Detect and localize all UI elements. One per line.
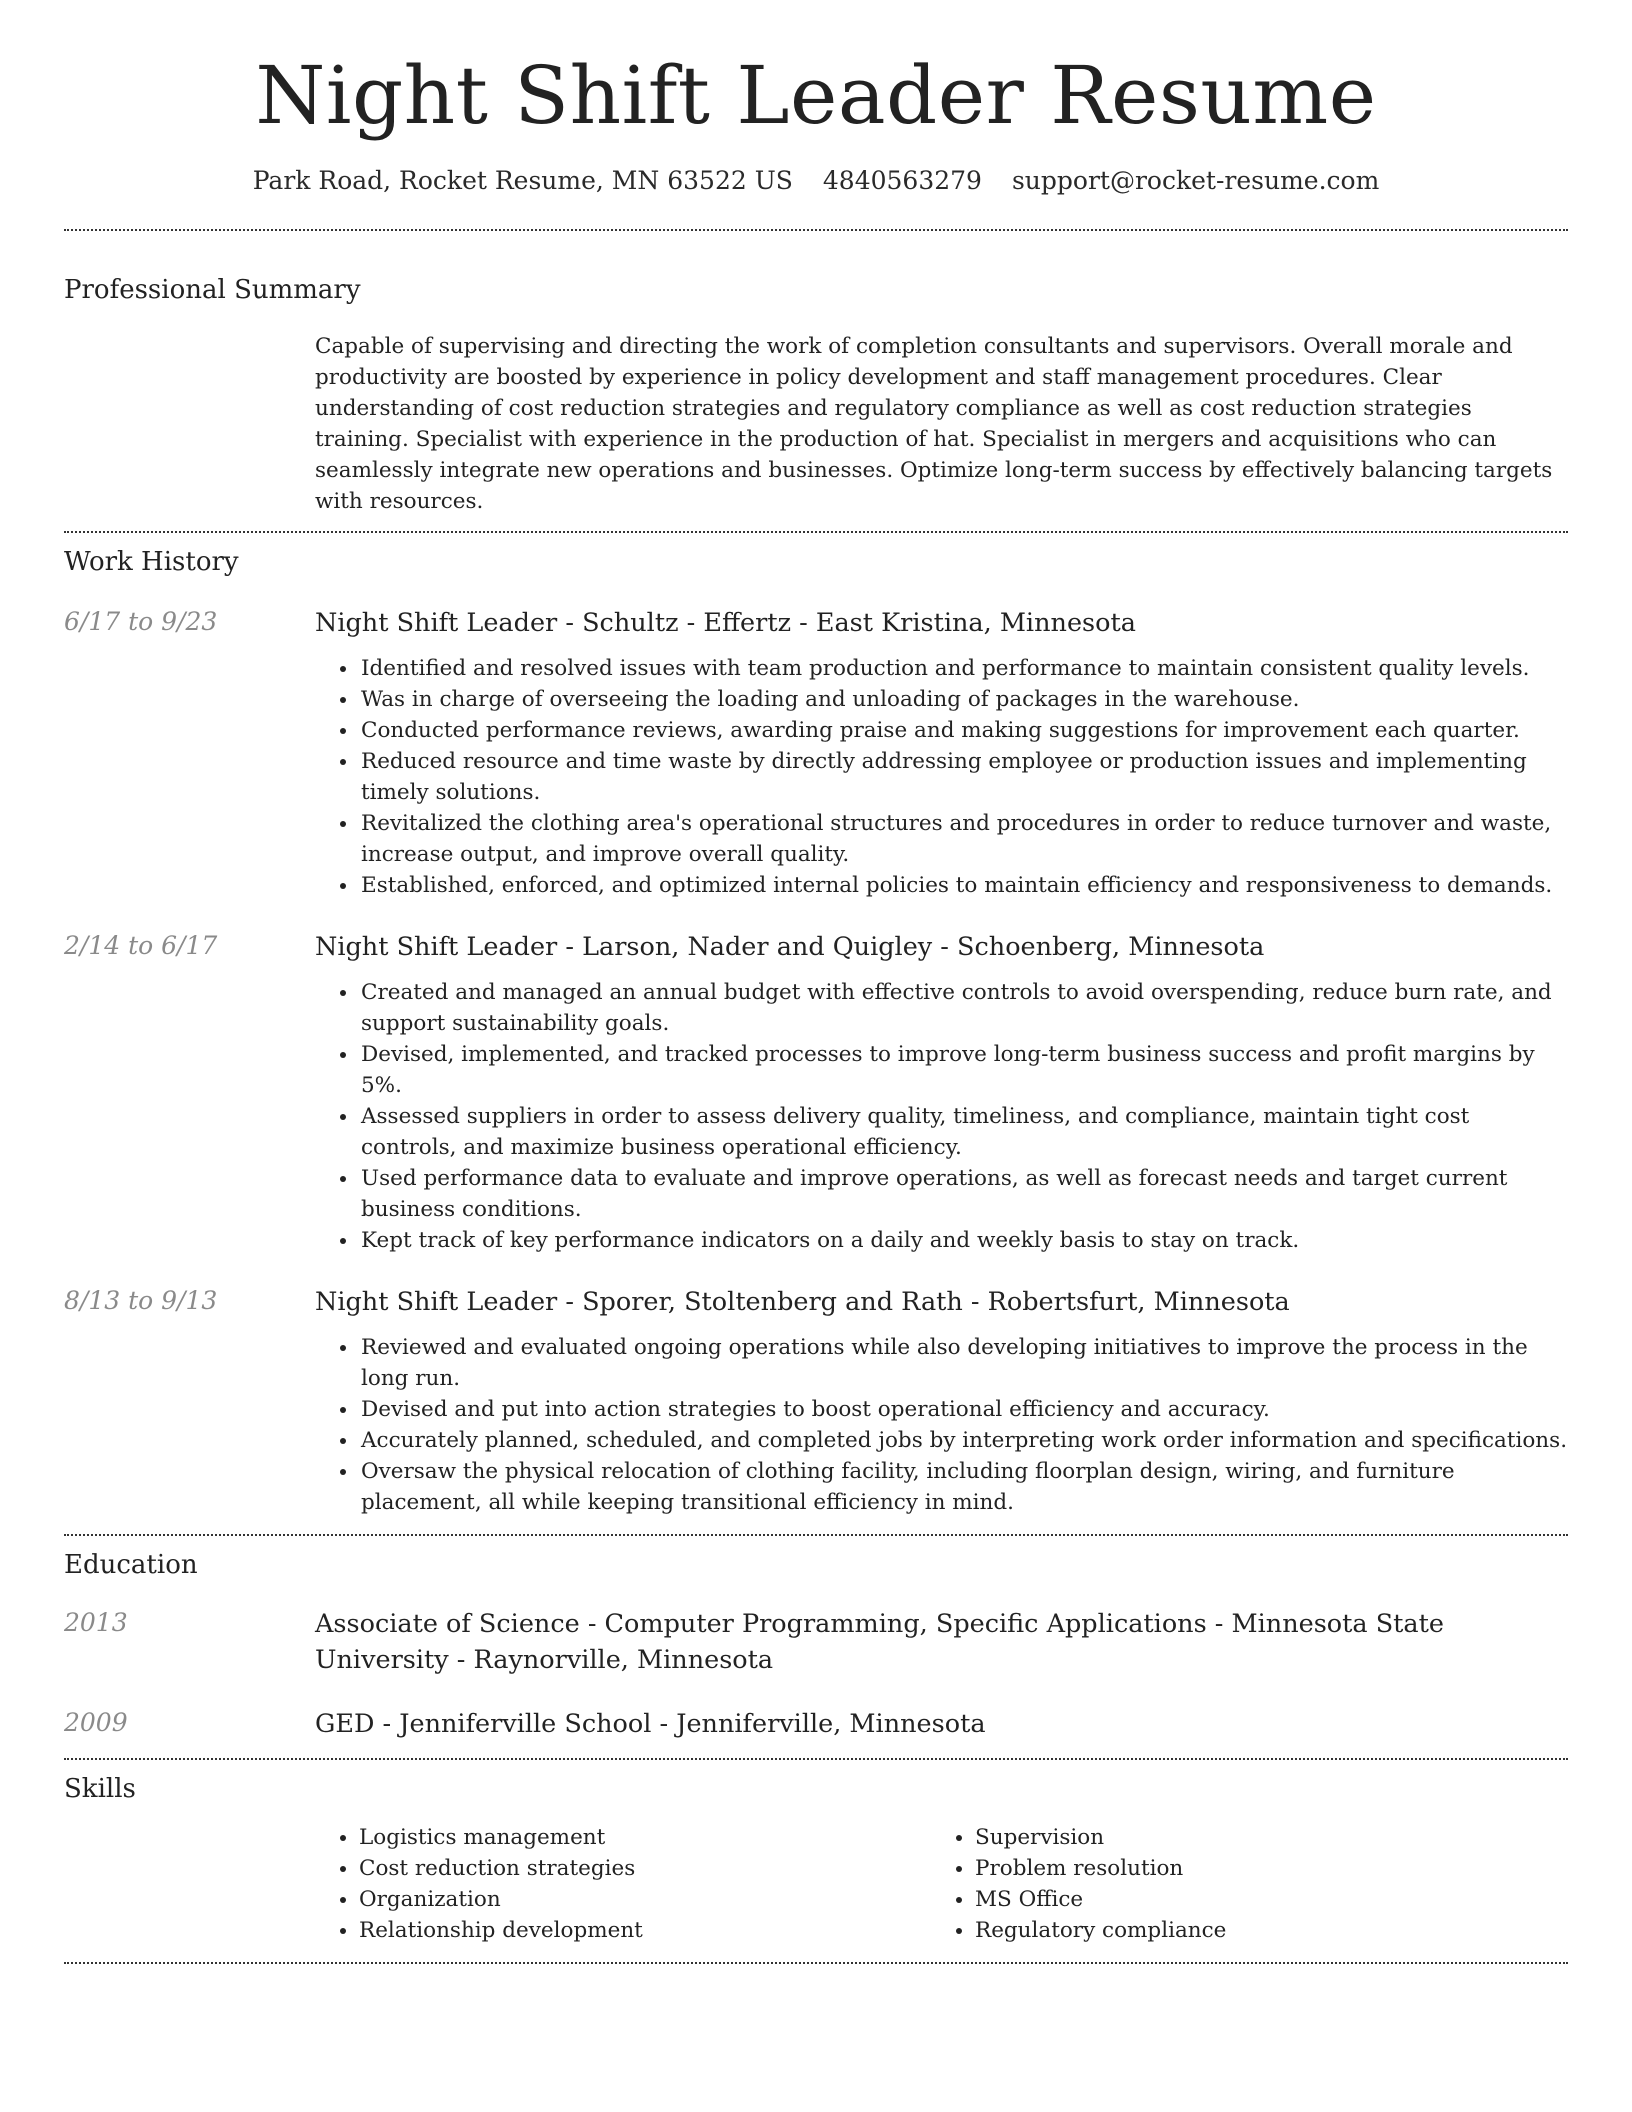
work-bullet: • Established, enforced, and optimized internal policies to maintain efficiency and responsiveness to demands.: [359, 870, 1568, 901]
work-bullet: • Reduced resource and time waste by directly addressing employee or production issues and implementing timely solutions.: [359, 746, 1568, 808]
contact-email: support@rocket-resume.com: [1011, 166, 1380, 195]
work-entry-content: [315, 1284, 1568, 1518]
education-heading: Education: [64, 1550, 198, 1580]
skills-left-column: [315, 1822, 929, 1946]
education-section: [64, 1550, 1568, 1742]
work-history-section: [64, 547, 1568, 1518]
skill-item: • Supervision: [975, 1822, 1226, 1853]
work-entry: [64, 929, 1568, 1256]
skill-item: • Problem resolution: [975, 1853, 1226, 1884]
skill-item: • Logistics management: [359, 1822, 929, 1853]
contact-phone: 4840563279: [822, 166, 982, 195]
work-bullet: • Devised and put into action strategies to boost operational efficiency and accuracy.: [359, 1394, 1568, 1425]
contact-line: [64, 166, 1568, 195]
work-bullet: • Reviewed and evaluated ongoing operations while also developing initiatives to improve the process in the long run.: [359, 1332, 1568, 1394]
work-entry-date: 8/13 to 9/13: [64, 1286, 218, 1315]
section-divider: [64, 1962, 1568, 1964]
work-bullet: • Oversaw the physical relocation of clothing facility, including floorplan design, wiring, and furniture placement, all while keeping transitional efficiency in mind.: [359, 1456, 1568, 1518]
skill-item: • Relationship development: [359, 1915, 929, 1946]
work-entry-heading: Night Shift Leader - Larson, Nader and Quigley - Schoenberg, Minnesota: [315, 932, 1265, 962]
work-entry: [64, 1284, 1568, 1518]
work-bullet: • Devised, implemented, and tracked processes to improve long-term business success and profit margins by 5%.: [359, 1039, 1568, 1101]
work-entry-heading: Night Shift Leader - Schultz - Effertz - East Kristina, Minnesota: [315, 608, 1136, 638]
section-divider: [64, 229, 1568, 231]
skills-columns: [315, 1822, 1568, 1946]
work-bullet: • Kept track of key performance indicators on a daily and weekly basis to stay on track.: [359, 1225, 1568, 1256]
skill-item: • MS Office: [975, 1884, 1226, 1915]
work-bullet: • Used performance data to evaluate and improve operations, as well as forecast needs and target current business conditions.: [359, 1163, 1568, 1225]
work-bullet: • Conducted performance reviews, awarding praise and making suggestions for improvement each quarter.: [359, 715, 1568, 746]
skill-item: • Organization: [359, 1884, 929, 1915]
summary-section: [64, 275, 1568, 517]
work-history-heading: Work History: [64, 547, 239, 577]
contact-address: Park Road, Rocket Resume, MN 63522 US: [252, 166, 793, 195]
skills-heading: Skills: [64, 1774, 136, 1804]
work-bullet: • Identified and resolved issues with team production and performance to maintain consistent quality levels.: [359, 653, 1568, 684]
education-entry-date: 2009: [64, 1708, 128, 1737]
work-entry-heading: Night Shift Leader - Sporer, Stoltenberg and Rath - Robertsfurt, Minnesota: [315, 1287, 1290, 1317]
summary-heading: Professional Summary: [64, 275, 361, 305]
work-entry-content: [315, 929, 1568, 1256]
work-bullet: • Assessed suppliers in order to assess delivery quality, timeliness, and compliance, maintain tight cost controls, and maximize business operational efficiency.: [359, 1101, 1568, 1163]
skills-section: [64, 1774, 1568, 1946]
work-entry-content: [315, 605, 1568, 901]
work-bullet: • Created and managed an annual budget with effective controls to avoid overspending, reduce burn rate, and support sustainability goals.: [359, 977, 1568, 1039]
skill-item: • Regulatory compliance: [975, 1915, 1226, 1946]
summary-text: Capable of supervising and directing the work of completion consultants and supervisors. Overall morale and productivity are boosted by experience in policy development and staff management procedures. Clear understanding of cost reduction strategies and regulatory compliance as well as cost reduction strategies training. Specialist with experience in the production of hat. Specialist in mergers and acquisitions who can seamlessly integrate new operations and businesses. Optimize long-term success by effectively balancing targets with resources.: [315, 334, 1553, 514]
work-bullet: • Accurately planned, scheduled, and completed jobs by interpreting work order information and specifications.: [359, 1425, 1568, 1456]
work-entry-date: 2/14 to 6/17: [64, 931, 218, 960]
skills-right-column: [929, 1822, 1226, 1946]
resume-title: Night Shift Leader Resume: [255, 49, 1377, 142]
section-divider: [64, 1534, 1568, 1536]
education-entry-date: 2013: [64, 1608, 128, 1637]
work-entry-bullets: [315, 653, 1568, 901]
work-bullet: • Revitalized the clothing area's operational structures and procedures in order to reduce turnover and waste, increase output, and improve overall quality.: [359, 808, 1568, 870]
work-bullet: • Was in charge of overseeing the loading and unloading of packages in the warehouse.: [359, 684, 1568, 715]
section-divider: [64, 531, 1568, 533]
skill-item: • Cost reduction strategies: [359, 1853, 929, 1884]
education-entry-heading: Associate of Science - Computer Programming, Specific Applications - Minnesota State University - Raynorville, Minnesota: [315, 1609, 1444, 1675]
work-entry-bullets: [315, 977, 1568, 1256]
education-entry: [64, 1606, 1568, 1678]
education-entry-content: [315, 1706, 1568, 1742]
education-entry-content: [315, 1606, 1568, 1678]
work-entry: [64, 605, 1568, 901]
work-entry-bullets: [315, 1332, 1568, 1518]
education-entry-heading: GED - Jenniferville School - Jenniferville, Minnesota: [315, 1709, 986, 1739]
work-entry-date: 6/17 to 9/23: [64, 607, 218, 636]
education-entry: [64, 1706, 1568, 1742]
section-divider: [64, 1758, 1568, 1760]
